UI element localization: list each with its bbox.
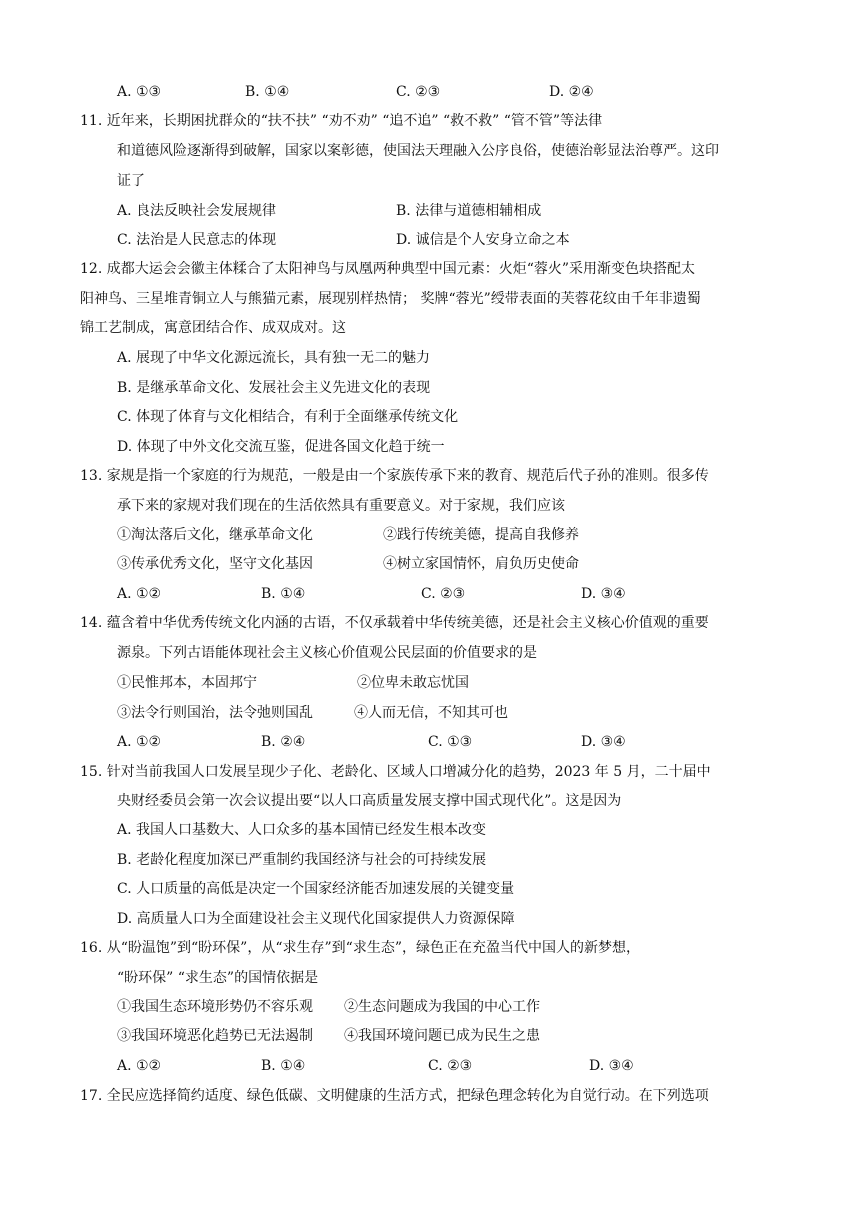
q10-option-a[interactable]: A. ①③: [117, 84, 162, 100]
q14-item-2: ②位卑未敢忘忧国: [357, 675, 469, 691]
q13-option-a[interactable]: A. ①②: [117, 586, 162, 602]
q14-items-row-2: [0, 702, 860, 724]
q16-option-b[interactable]: B. ①④: [261, 1058, 306, 1074]
q11-stem-line-3: 证了: [117, 173, 145, 189]
q10-options: [0, 81, 860, 103]
q12-stem-line-2: 阳神鸟、三星堆青铜立人与熊猫元素，展现别样热情； 奖牌“蓉光”绶带表面的芙蓉花纹由千年非遗蜀: [80, 291, 701, 307]
q14-options: [0, 731, 860, 753]
q13-options: [0, 583, 860, 605]
q13-option-c[interactable]: C. ②③: [421, 586, 466, 602]
q12-stem-line-1: 12. 成都大运会会徽主体糅合了太阳神鸟与凤凰两种典型中国元素：火炬“蓉火”采用渐变色块搭配太: [80, 261, 696, 277]
q16-option-a[interactable]: A. ①②: [117, 1058, 162, 1074]
q16-option-c[interactable]: C. ②③: [428, 1058, 473, 1074]
q13-option-d[interactable]: D. ③④: [581, 586, 626, 602]
q14-stem-line-1: 14. 蕴含着中华优秀传统文化内涵的古语，不仅承载着中华传统美德，还是社会主义核心价值观的重要: [80, 615, 709, 631]
q10-option-c[interactable]: C. ②③: [396, 84, 441, 100]
q14-item-1: ①民惟邦本，本固邦宁: [117, 675, 257, 691]
q14-option-c[interactable]: C. ①③: [428, 734, 473, 750]
q12-option-b[interactable]: B. 是继承革命文化、发展社会主义先进文化的表现: [117, 380, 431, 396]
q13-item-4: ④树立家国情怀，肩负历史使命: [383, 556, 579, 572]
q10-option-d[interactable]: D. ②④: [549, 84, 594, 100]
q12-option-a[interactable]: A. 展现了中华文化源远流长，具有独一无二的魅力: [117, 350, 431, 366]
q10-option-b[interactable]: B. ①④: [245, 84, 290, 100]
q16-item-4: ④我国环境问题已成为民生之患: [344, 1028, 540, 1044]
q16-stem-line-1: 16. 从“盼温饱”到“盼环保”，从“求生存”到“求生态”，绿色正在充盈当代中国人的新梦想，: [80, 940, 640, 956]
q11-stem-line-2: 和道德风险逐渐得到破解，国家以案彰德，使国法天理融入公序良俗，使德治彰显法治尊严。这印: [117, 143, 719, 159]
q15-stem-line-1: 15. 针对当前我国人口发展呈现少子化、老龄化、区域人口增减分化的趋势，2023 年 5 月，二十届中: [80, 764, 711, 780]
q13-items-row-2: [0, 553, 860, 575]
q14-stem-line-2: 源泉。下列古语能体现社会主义核心价值观公民层面的价值要求的是: [117, 645, 537, 661]
q13-option-b[interactable]: B. ①④: [261, 586, 306, 602]
q14-option-b[interactable]: B. ②④: [261, 734, 306, 750]
q11-options-row-2: [0, 229, 860, 251]
q15-stem-line-2: 央财经委员会第一次会议提出要“以人口高质量发展支撑中国式现代化”。这是因为: [117, 793, 622, 809]
q14-items-row-1: [0, 672, 860, 694]
q12-option-c[interactable]: C. 体现了体育与文化相结合，有利于全面继承传统文化: [117, 409, 459, 425]
q16-item-2: ②生态问题成为我国的中心工作: [344, 999, 540, 1015]
q13-item-3: ③传承优秀文化，坚守文化基因: [117, 556, 313, 572]
q11-options-row-1: [0, 200, 860, 222]
q12-option-d[interactable]: D. 体现了中外文化交流互鉴，促进各国文化趋于统一: [117, 439, 445, 455]
q11-option-c[interactable]: C. 法治是人民意志的体现: [117, 232, 277, 248]
q16-items-row-1: [0, 996, 860, 1018]
q13-item-1: ①淘汰落后文化，继承革命文化: [117, 527, 313, 543]
q15-option-d[interactable]: D. 高质量人口为全面建设社会主义现代化国家提供人力资源保障: [117, 911, 515, 927]
q11-stem-line-1: 11. 近年来，长期困扰群众的“扶不扶” “劝不劝” “追不追” “救不救” “管不管”等法律: [80, 113, 603, 129]
q16-option-d[interactable]: D. ③④: [589, 1058, 634, 1074]
q13-stem-line-1: 13. 家规是指一个家庭的行为规范，一般是由一个家族传承下来的教育、规范后代子孙的准则。很多传: [80, 468, 709, 484]
q16-options: [0, 1055, 860, 1077]
q13-items-row-1: [0, 524, 860, 546]
q11-option-a[interactable]: A. 良法反映社会发展规律: [117, 203, 277, 219]
q14-option-a[interactable]: A. ①②: [117, 734, 162, 750]
q16-item-3: ③我国环境恶化趋势已无法遏制: [117, 1028, 313, 1044]
q14-option-d[interactable]: D. ③④: [581, 734, 626, 750]
q16-item-1: ①我国生态环境形势仍不容乐观: [117, 999, 313, 1015]
q17-stem-line-1: 17. 全民应选择简约适度、绿色低碳、文明健康的生活方式，把绿色理念转化为自觉行动。在下列选项: [80, 1088, 709, 1104]
q13-stem-line-2: 承下来的家规对我们现在的生活依然具有重要意义。对于家规，我们应该: [117, 498, 565, 514]
q12-stem-line-3: 锦工艺制成，寓意团结合作、成双成对。这: [80, 320, 346, 336]
q16-stem-line-2: “盼环保” “求生态”的国情依据是: [117, 970, 319, 986]
q16-items-row-2: [0, 1025, 860, 1047]
q15-option-a[interactable]: A. 我国人口基数大、人口众多的基本国情已经发生根本改变: [117, 822, 487, 838]
q15-option-b[interactable]: B. 老龄化程度加深已严重制约我国经济与社会的可持续发展: [117, 852, 487, 868]
q11-option-b[interactable]: B. 法律与道德相辅相成: [396, 203, 542, 219]
q14-item-4: ④人而无信，不知其可也: [354, 705, 508, 721]
q11-option-d[interactable]: D. 诚信是个人安身立命之本: [396, 232, 570, 248]
q13-item-2: ②践行传统美德，提高自我修养: [383, 527, 579, 543]
q14-item-3: ③法令行则国治，法令弛则国乱: [117, 705, 313, 721]
q15-option-c[interactable]: C. 人口质量的高低是决定一个国家经济能否加速发展的关键变量: [117, 881, 515, 897]
